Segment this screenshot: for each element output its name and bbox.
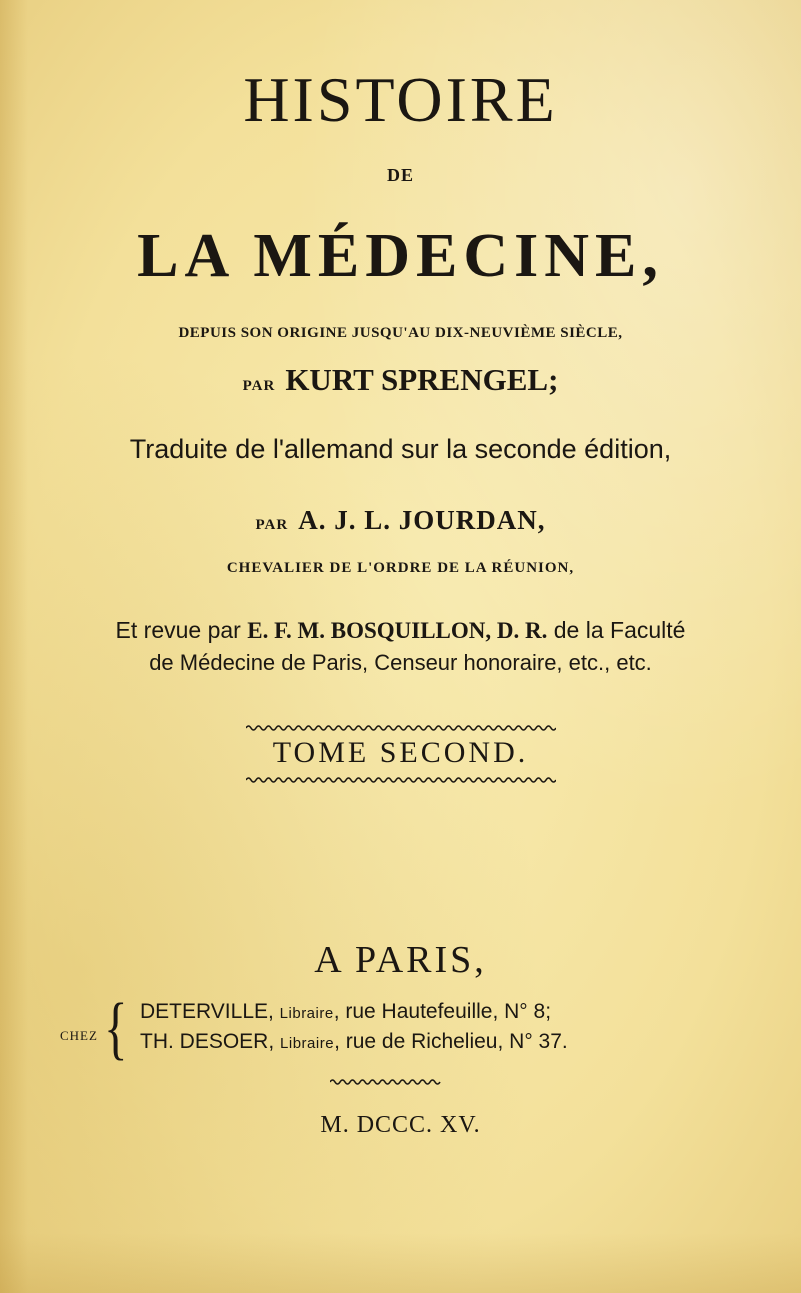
subtitle-depuis: DEPUIS SON ORIGINE JUSQU'AU DIX-NEUVIÈME SIÈCLE, xyxy=(178,325,623,341)
revision-suffix: de la Faculté xyxy=(547,617,686,643)
volume-label: TOME SECOND. xyxy=(272,736,529,769)
ornamental-rule-top xyxy=(246,724,556,732)
revision-line-2: de Médecine de Paris, Censeur honoraire, etc., etc. xyxy=(149,650,652,675)
imprint-date: M. DCCC. XV. xyxy=(320,1112,481,1138)
revision-line-1 xyxy=(0,617,801,644)
translator-name: A. J. L. JOURDAN, xyxy=(298,505,546,535)
author-line xyxy=(0,362,801,398)
chez-label: CHEZ xyxy=(60,1028,98,1043)
author-name: KURT SPRENGEL; xyxy=(285,362,559,397)
reviser-name: E. F. M. BOSQUILLON, D. R. xyxy=(247,618,548,643)
title-de: DE xyxy=(386,165,414,185)
publishers-block xyxy=(60,990,780,1080)
title-histoire: HISTOIRE xyxy=(243,64,558,135)
revision-prefix: Et revue par xyxy=(115,617,248,643)
brace-ornament: { xyxy=(104,990,128,1067)
publisher-2-name: TH. DESOER, xyxy=(140,1030,281,1053)
translator-par: PAR xyxy=(255,517,289,533)
translator-title: CHEVALIER DE L'ORDRE DE LA RÉUNION, xyxy=(226,560,575,576)
translation-note: Traduite de l'allemand sur la seconde édition, xyxy=(129,434,672,464)
ornamental-rule-bottom xyxy=(246,776,556,784)
publisher-1-name: DETERVILLE, xyxy=(140,1000,280,1023)
publisher-2 xyxy=(140,1030,568,1054)
title-medecine: LA MÉDECINE, xyxy=(137,222,664,290)
publisher-1 xyxy=(140,1000,551,1024)
imprint-city: A PARIS, xyxy=(314,939,487,981)
ornamental-rule-small xyxy=(330,1078,442,1086)
publisher-2-role: Libraire xyxy=(280,1035,335,1052)
author-par: PAR xyxy=(242,378,276,394)
publisher-1-role: Libraire xyxy=(279,1005,334,1022)
translator-line xyxy=(0,505,801,536)
publisher-1-address: , rue Hautefeuille, N° 8; xyxy=(333,1000,552,1023)
publisher-2-address: , rue de Richelieu, N° 37. xyxy=(334,1030,568,1053)
